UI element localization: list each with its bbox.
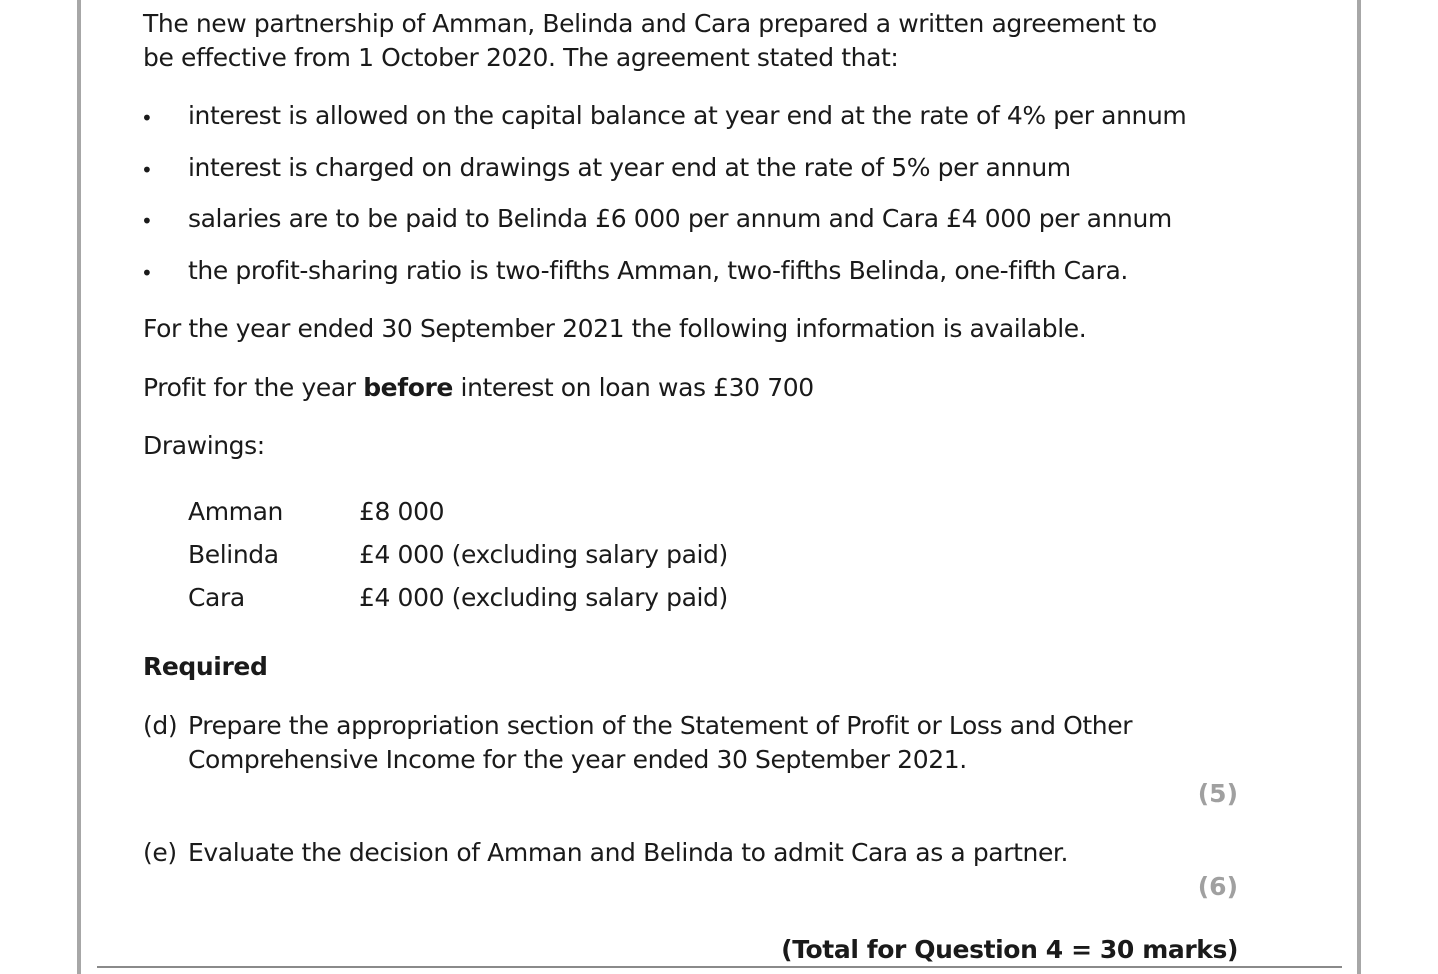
page-border-right [1357,0,1361,974]
drawings-partner: Amman [188,497,283,526]
question-e-text: Evaluate the decision of Amman and Belinda to admit Cara as a partner. [188,838,1069,867]
profit-statement [143,371,814,405]
agreement-term: salaries are to be paid to Belinda £6 000 per annum and Cara £4 000 per annum [188,204,1172,233]
agreement-term: interest is charged on drawings at year end at the rate of 5% per annum [188,153,1071,182]
profit-emphasis: before [363,373,453,402]
intro-line-1: The new partnership of Amman, Belinda and Cara prepared a written agreement to [143,9,1157,38]
drawings-amount: £4 000 (excluding salary paid) [359,540,728,569]
bottom-divider [97,966,1342,968]
bullet-icon: • [141,158,153,182]
info-statement: For the year ended 30 September 2021 the following information is available. [143,314,1087,343]
drawings-heading: Drawings: [143,431,265,460]
intro-line-2: be effective from 1 October 2020. The agreement stated that: [143,43,899,72]
drawings-amount: £8 000 [359,497,445,526]
question-d-text-line-1: Prepare the appropriation section of the Statement of Profit or Loss and Other [188,711,1133,740]
bullet-icon: • [141,106,153,130]
question-e-marks: (6) [1197,872,1238,901]
agreement-term: the profit-sharing ratio is two-fifths Amman, two-fifths Belinda, one-fifth Cara. [188,256,1128,285]
page-border-left [77,0,81,974]
required-heading: Required [143,652,268,681]
drawings-amount: £4 000 (excluding salary paid) [359,583,728,612]
bullet-icon: • [141,261,153,285]
question-d-label: (d) [143,711,178,740]
bullet-icon: • [141,209,153,233]
question-d-marks: (5) [1197,779,1238,808]
profit-prefix: Profit for the year [143,373,364,402]
question-d-text-line-2: Comprehensive Income for the year ended 30 September 2021. [188,745,967,774]
agreement-term: interest is allowed on the capital balance at year end at the rate of 4% per annum [188,101,1187,130]
question-e-label: (e) [143,838,177,867]
profit-suffix: interest on loan was £30 700 [452,373,814,402]
drawings-partner: Belinda [188,540,279,569]
question-total-marks: (Total for Question 4 = 30 marks) [781,935,1238,964]
drawings-partner: Cara [188,583,245,612]
